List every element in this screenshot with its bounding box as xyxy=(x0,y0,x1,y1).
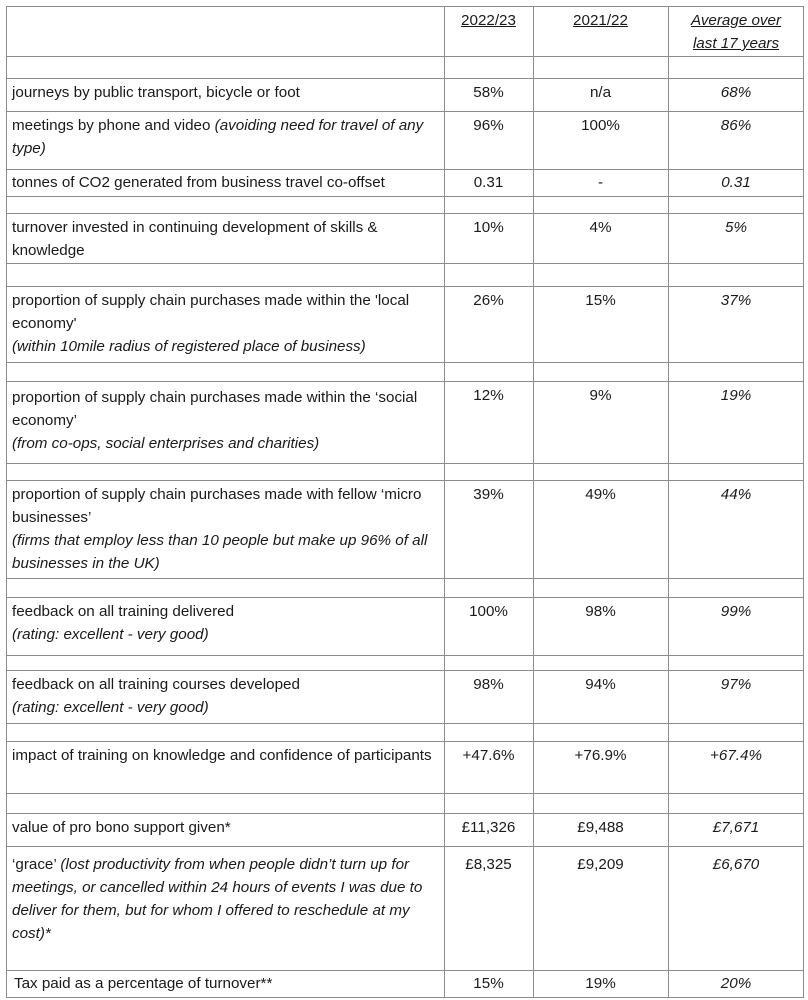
row-value-average: 99% xyxy=(720,603,752,620)
grid-line xyxy=(6,263,804,264)
grid-line xyxy=(803,6,804,998)
grid-line xyxy=(6,196,804,197)
row-value-2022-23: £11,326 xyxy=(461,819,516,836)
row-value-average: 37% xyxy=(720,292,752,309)
grid-line xyxy=(6,463,804,464)
row-value-average: £6,670 xyxy=(712,856,760,873)
grid-line xyxy=(6,56,804,57)
table-row xyxy=(6,813,804,846)
table-row xyxy=(6,213,804,263)
header-average-17-years: Average over last 17 years xyxy=(690,12,782,52)
row-value-2021-22: +76.9% xyxy=(574,747,627,764)
row-value-2021-22: 19% xyxy=(585,975,616,992)
row-value-2021-22: n/a xyxy=(589,84,612,101)
grid-line xyxy=(6,578,804,579)
row-value-2022-23: 39% xyxy=(473,486,504,503)
row-value-2021-22: £9,488 xyxy=(577,819,624,836)
table-header-row xyxy=(6,6,804,56)
grid-line xyxy=(6,111,804,112)
grid-line xyxy=(6,741,804,742)
row-label: tonnes of CO2 generated from business travel co-offset xyxy=(12,174,385,191)
grid-line xyxy=(6,723,804,724)
header-label-cell xyxy=(6,6,444,56)
grid-line xyxy=(6,970,804,971)
row-value-2021-22: - xyxy=(597,174,604,191)
row-value-2022-23: 12% xyxy=(473,387,504,404)
row-value-average: 44% xyxy=(720,486,752,503)
table-row xyxy=(6,597,804,655)
row-value-2021-22: 9% xyxy=(589,387,612,404)
row-label: journeys by public transport, bicycle or foot xyxy=(12,84,300,101)
row-value-2021-22: 4% xyxy=(589,219,612,236)
row-value-average: 0.31 xyxy=(721,174,751,191)
row-value-2021-22: 100% xyxy=(581,117,620,134)
grid-line xyxy=(6,78,804,79)
row-value-2021-22: £9,209 xyxy=(577,856,624,873)
table-row xyxy=(6,381,804,463)
table-row xyxy=(6,670,804,723)
table-row xyxy=(6,78,804,111)
row-value-2021-22: 94% xyxy=(585,676,616,693)
row-label: ‘grace’ (lost productivity from when people didn’t turn up for meetings, or cancelled within 24 hours of events I was due to deliver for them, but for whom I offered to reschedule at my cost)* xyxy=(12,856,423,942)
row-value-2021-22: 49% xyxy=(585,486,616,503)
row-value-2022-23: 0.31 xyxy=(473,174,504,191)
row-value-2022-23: 96% xyxy=(473,117,504,134)
grid-line xyxy=(6,480,804,481)
row-label: proportion of supply chain purchases made with fellow ‘micro businesses’ (firms that employ less than 10 people but make up 96% of all businesses in the UK) xyxy=(12,486,428,572)
row-label: feedback on all training courses developed (rating: excellent - very good) xyxy=(12,676,300,716)
table-row xyxy=(6,169,804,196)
grid-line xyxy=(668,6,669,998)
row-value-average: 68% xyxy=(720,84,752,101)
row-value-average: 97% xyxy=(720,676,752,693)
row-value-2022-23: 26% xyxy=(473,292,504,309)
row-value-2022-23: £8,325 xyxy=(465,856,512,873)
table-row xyxy=(6,970,804,998)
grid-line xyxy=(6,169,804,170)
grid-line xyxy=(6,381,804,382)
row-value-2022-23: 15% xyxy=(473,975,504,992)
row-value-2022-23: 58% xyxy=(473,84,504,101)
grid-line xyxy=(533,6,534,998)
grid-line xyxy=(6,813,804,814)
row-value-average: 20% xyxy=(720,975,752,992)
row-label: feedback on all training delivered (rating: excellent - very good) xyxy=(12,603,235,643)
row-label: proportion of supply chain purchases made within the ‘social economy’ (from co-ops, social enterprises and charities) xyxy=(12,389,418,452)
row-value-average: +67.4% xyxy=(710,747,762,764)
row-label: impact of training on knowledge and confidence of participants xyxy=(12,747,432,764)
table-row xyxy=(6,741,804,793)
grid-line xyxy=(6,846,804,847)
table-row xyxy=(6,111,804,169)
row-value-average: £7,671 xyxy=(712,819,760,836)
row-value-average: 19% xyxy=(720,387,752,404)
row-value-2022-23: +47.6% xyxy=(462,747,515,764)
grid-line xyxy=(6,997,804,998)
header-2022-23: 2022/23 xyxy=(461,12,516,29)
row-label: value of pro bono support given* xyxy=(12,819,231,836)
row-value-2022-23: 98% xyxy=(473,676,504,693)
grid-line xyxy=(6,655,804,656)
grid-line xyxy=(6,213,804,214)
grid-line xyxy=(6,6,7,998)
row-label: turnover invested in continuing development of skills & knowledge xyxy=(12,219,378,259)
grid-line xyxy=(6,793,804,794)
row-label: proportion of supply chain purchases made within the 'local economy' (within 10mile radius of registered place of business) xyxy=(12,292,410,355)
grid-line xyxy=(6,597,804,598)
row-value-2022-23: 10% xyxy=(473,219,504,236)
row-value-2021-22: 98% xyxy=(585,603,616,620)
row-value-average: 5% xyxy=(725,219,747,236)
grid-line xyxy=(6,362,804,363)
grid-line xyxy=(444,6,445,998)
grid-line xyxy=(6,286,804,287)
row-value-average: 86% xyxy=(720,117,752,134)
table-row xyxy=(6,286,804,362)
grid-line xyxy=(6,670,804,671)
header-2021-22: 2021/22 xyxy=(573,12,628,29)
grid-line xyxy=(6,6,804,7)
table-row xyxy=(6,846,804,970)
table-row xyxy=(6,480,804,578)
row-label: Tax paid as a percentage of turnover** xyxy=(14,975,273,992)
row-label: meetings by phone and video (avoiding need for travel of any type) xyxy=(12,117,424,157)
row-value-2022-23: 100% xyxy=(469,603,508,620)
row-value-2021-22: 15% xyxy=(585,292,616,309)
